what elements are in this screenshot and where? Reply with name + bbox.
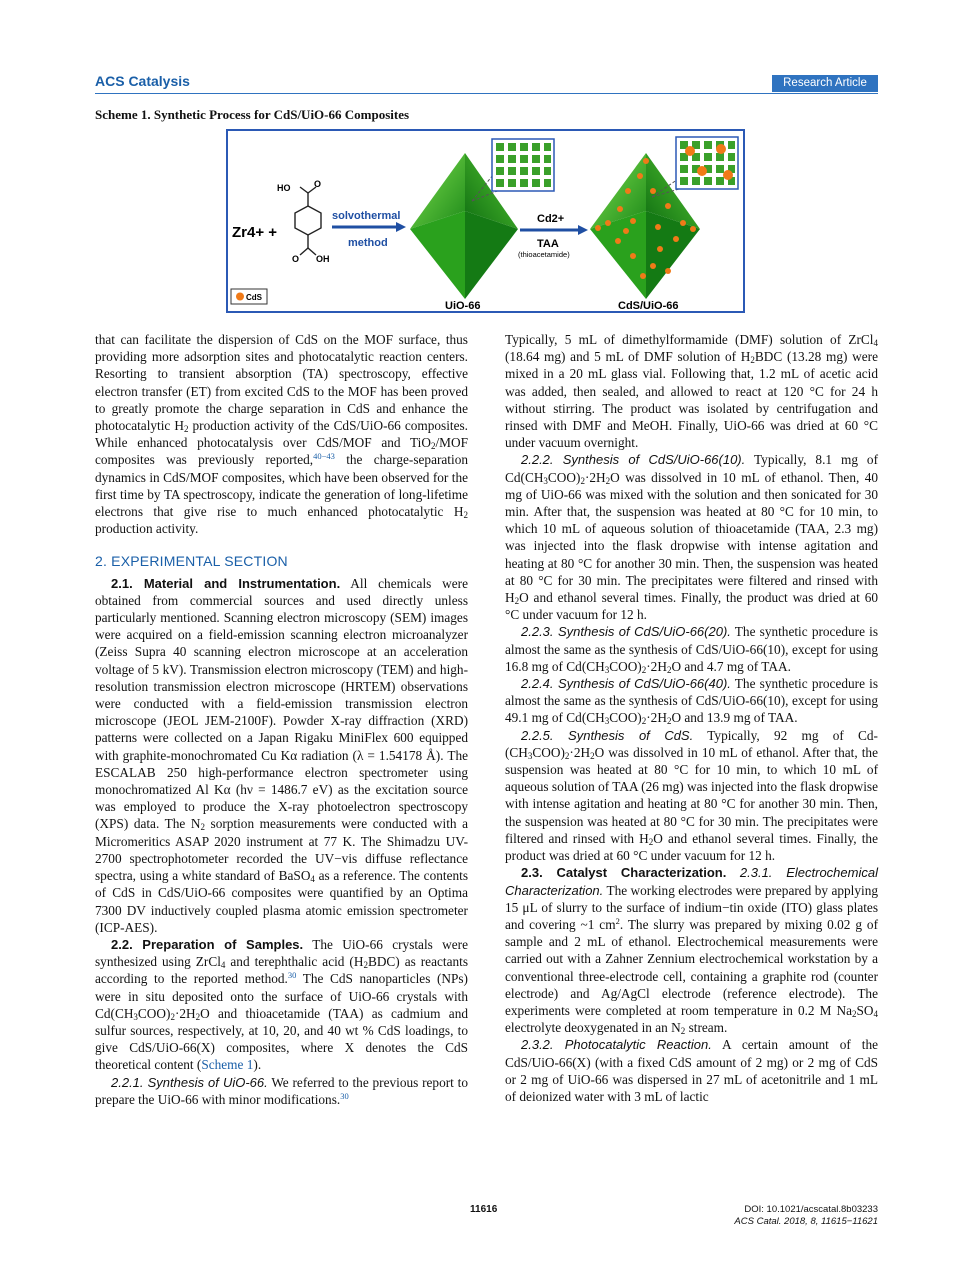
legend-cds-dot (236, 293, 244, 301)
uio66-label: UiO-66 (445, 300, 481, 311)
arrow-2-head (578, 225, 588, 235)
journal-citation: ACS Catal. 2018, 8, 11615−11621 (734, 1215, 878, 1227)
cd-label: Cd2+ (537, 213, 565, 225)
characterization-paragraph: 2.3. Catalyst Characterization. 2.3.1. Electrochemical Characterization. The working electrodes were prepared by applying 15 μL of slurry to the surface of indium−tin oxide (ITO) glass plates and covering ~1 $cm^2$. The slurry was prepared by mixing 0.02 g of sample and 2 mL of ethanol. Electrochemical measurements were carried out with a Zahner Zennium electrochemical workstation by a conventional three-electrode cell, containing a graphite rod (counter electrode) and Ag/AgCl electrode (reference electrode). The experiments were completed at room temperature in 0.2 M $Na_2SO_4$ electrolyte deoxygenated in an $N_2$ stream. (505, 865, 878, 1037)
left-column (95, 331, 468, 1108)
scheme-svg (228, 131, 743, 311)
right-column (505, 331, 878, 1105)
scheme-1-link[interactable]: Scheme 1 (201, 1057, 254, 1073)
section-heading-experimental: 2. EXPERIMENTAL SECTION (95, 553, 288, 570)
zr-label: Zr4+ + (232, 224, 278, 241)
arrow-1-head (396, 222, 406, 232)
photocatalytic-paragraph: 2.3.2. Photocatalytic Reaction. A certain amount of the CdS/UiO-66(X) (with a fixed CdS amount of 2 mg) or 2 mg of CdS or 2 mg of UiO-66 was dispersed in 27 mL of acetonitrile and 1 mL of deionized water with 3 mL of lactic (505, 1037, 878, 1104)
cds-uio66-20-paragraph: 2.2.3. Synthesis of CdS/UiO-66(20). The synthetic procedure is almost the same as the synthesis of CdS/UiO-66(10), except for using 16.8 mg of $Cd(CH_3COO)_2\cdot 2H_2O$ and 4.7 mg of TAA. (505, 624, 878, 675)
preparation-paragraph: 2.2. Preparation of Samples. The UiO-66 crystals were synthesized using ZrCl$_4$ and terephthalic acid $(H_2BDC)$ as reactants according to the reported method.$^{30}$ The CdS nanoparticles (NPs) were in situ deposited onto the surface of UiO-66 crystals with $Cd(CH_3COO)_2\cdot 2H_2O$ and thioacetamide (TAA) as cadmium and sulfur sources, respectively, at 10, 20, and 40 wt % CdS loadings, to give CdS/UiO-66(X) composites, where X denotes the CdS theoretical content (Scheme 1). (95, 936, 468, 1073)
intro-paragraph: that can facilitate the dispersion of CdS on the MOF surface, thus providing more adsorption sites and photocatalytic reaction centers. Resorting to transient absorption (TA) spectroscopy, effective electron transfer (ET) from excited CdS to the MOF has been proved to greatly promote the charge separation in CdS and enhance the photocatalytic $H_2$ production activity of the CdS/UiO-66 composites. While enhanced photocatalysis over CdS/MOF and TiO$_2$/MOF composites was previously reported,$^{40-43}$ the charge-separation dynamics in CdS/MOF composites, which have been observed for the first time by TA spectroscopy, indicate the generation of long-lifetime electrons that give rise to much enhanced photocatalytic $H_2$ production activity. (95, 332, 469, 537)
scheme-title: Scheme 1. Synthetic Process for CdS/UiO-66 Composites (95, 107, 410, 122)
header-rule (95, 93, 878, 94)
footer-citation (734, 1204, 878, 1227)
oh-label: OH (316, 254, 330, 264)
cds-uio66-label: CdS/UiO-66 (618, 300, 679, 311)
article-type-badge: Research Article (772, 75, 878, 92)
page-number: 11616 (470, 1204, 498, 1215)
uio66-synthesis-paragraph: 2.2.1. Synthesis of UiO-66. We referred to the previous report to prepare the UiO-66 with minor modifications.$^{30}$ (95, 1074, 468, 1107)
cds-uio66-40-paragraph: 2.2.4. Synthesis of CdS/UiO-66(40). The synthetic procedure is almost the same as the synthesis of CdS/UiO-66(10), except for using 49.1 mg of $Cd(CH_3COO)_2\cdot 2H_2O$ and 13.9 mg of TAA. (505, 676, 878, 727)
legend-cds-label: CdS (246, 293, 262, 302)
o-bot-label: O (292, 254, 300, 264)
cds-uio66-10-paragraph: 2.2.2. Synthesis of CdS/UiO-66(10). Typically, 8.1 mg of $Cd(CH_3COO)_2\cdot 2H_2O$ was dissolved in 10 mL of ethanol. Then, 40 mg of UiO-66 was mixed with the solution and then sonicated for 30 min. After that, the suspension was heated at 80 °C for 10 min, to which 10 mL of aqueous solution of thioacetamide (TAA, 2.3 mg) was injected into the flask dropwise with intense agitation and heating at 80 °C for another 30 min. Then, the suspension was heated at 80 °C for 30 min. The precipitates were filtered and rinsed with $H_2O$ and ethanol several times. Finally, the product was dried at 60 °C under vacuum for 12 h. (505, 452, 879, 623)
bdc-molecule (295, 187, 321, 255)
uio66-synthesis-continued: Typically, 5 mL of dimethylformamide (DMF) solution of ZrCl$_4$ (18.64 mg) and 5 mL of DMF solution of $H_2BDC$ (13.28 mg) were mixed in a 20 mL glass vial. Following that, 1.2 mL of acetic acid was added, then sealed, and allowed to react at 120 °C for 24 h without stirring. The product was isolated by centrifugation and rinsed with DMF and MeOH. Finally, UiO-66 was dried at 60 °C under vacuum overnight. (505, 332, 878, 451)
solvothermal-label: solvothermal (332, 210, 401, 222)
thio-label: (thioacetamide) (518, 250, 570, 259)
materials-paragraph: 2.1. Material and Instrumentation. All chemicals were obtained from commercial sources and used directly unless particularly mentioned. Scanning electron microscopy (SEM) images were acquired on a field-emission scanning electron microanalyzer (Zeiss Supra 40 scanning electron microscope at an acceleration voltage of 5 kV). Transmission electron microscopy (TEM) and high-resolution transmission electron microscope (HRTEM) observations were conducted with a field-emission transmission electron microscope (JEOL JEM-2100F). Powder X-ray diffraction (XRD) patterns were collected on a Japan Rigaku MiniFlex 600 equipped with graphite-monochromated Cu Kα radiation (λ = 1.54178 Å). The ESCALAB 250 high-performance electron spectrometer using monochromatized Al Kα (hν = 1486.7 eV) as the excitation source was employed to produce the X-ray photoelectron spectroscopy (XPS) data. The $N_2$ sorption measurements were conducted with a Micromeritics ASAP 2020 instrument at 77 K. The Shimadzu UV-2700 spectrophotometer recorded the UV−vis diffuse reflectance spectra, using a white standard of BaSO$_4$ as a reference. The contents of CdS in CdS/UiO-66 composites were quantified by an Optima 7300 DV inductively coupled plasma atomic emission spectrometer (ICP-AES). (95, 575, 468, 935)
method-label: method (348, 237, 388, 249)
o-top-label: O (314, 179, 322, 189)
ho-label: HO (277, 183, 291, 193)
doi-link[interactable]: DOI: 10.1021/acscatal.8b03233 (744, 1204, 878, 1215)
cds-synthesis-paragraph: 2.2.5. Synthesis of CdS. Typically, 92 mg of $Cd-(CH_3COO)_2\cdot 2H_2O$ was dissolved in 10 mL of ethanol. After that, the suspension was heated at 80 °C for 10 min, to which 10 mL of aqueous solution of TAA (26 mg) was injected into the flask dropwise with intense agitation and heating at 80 °C for another 30 min. Then, the suspension was heated at 80 °C for 30 min. The precipitates were filtered and rinsed with $H_2O$ and ethanol several times. Finally, the product was dried at 60 °C under vacuum for 12 h. (505, 727, 878, 864)
journal-name[interactable]: ACS Catalysis (95, 73, 190, 89)
scheme-figure (226, 129, 745, 313)
taa-label: TAA (537, 238, 559, 250)
